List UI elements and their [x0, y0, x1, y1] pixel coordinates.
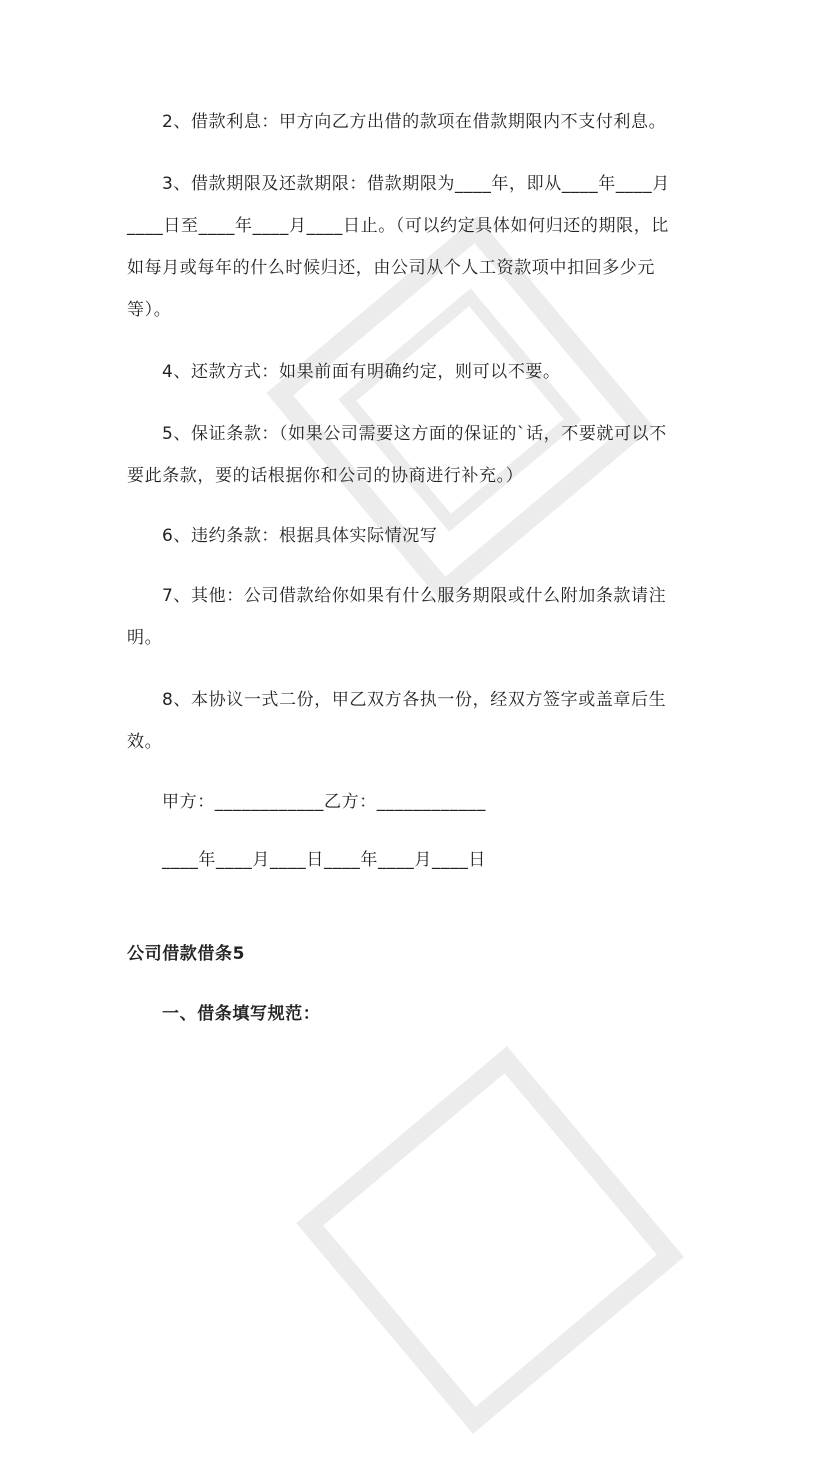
watermark-icon [235, 185, 686, 636]
clause-8-copies-line-1: 8、本协议一式二份，甲乙双方各执一份，经双方签字或盖章后生 [162, 690, 667, 710]
clause-5-guarantee-line-1: 5、保证条款：（如果公司需要这方面的保证的`话，不要就可以不 [162, 424, 667, 444]
clause-3-term-line-1: 3、借款期限及还款期限：借款期限为____年，即从____年____月 [162, 174, 670, 194]
section-title: 公司借款借条5 [127, 944, 246, 964]
clause-3-term-line-4: 等）。 [127, 300, 172, 320]
clause-7-other-line-2: 明。 [127, 628, 163, 648]
clause-2-interest: 2、借款利息：甲方向乙方出借的款项在借款期限内不支付利息。 [162, 112, 667, 132]
clause-8-copies-line-2: 效。 [127, 732, 163, 752]
watermark-icon [265, 1015, 716, 1465]
signature-line: 甲方：____________乙方：____________ [162, 792, 486, 812]
clause-3-term-line-2: ____日至____年____月____日止。（可以约定具体如何归还的期限，比 [127, 216, 669, 236]
subsection-title: 一、借条填写规范： [162, 1004, 321, 1024]
clause-7-other-line-1: 7、其他：公司借款给你如果有什么服务期限或什么附加条款请注 [162, 586, 667, 606]
clause-5-guarantee-line-2: 要此条款，要的话根据你和公司的协商进行补充。） [127, 466, 524, 486]
date-line: ____年____月____日____年____月____日 [162, 850, 486, 870]
clause-6-breach: 6、违约条款：根据具体实际情况写 [162, 526, 438, 546]
clause-4-repayment: 4、还款方式：如果前面有明确约定，则可以不要。 [162, 362, 561, 382]
clause-3-term-line-3: 如每月或每年的什么时候归还，由公司从个人工资款项中扣回多少元 [127, 258, 655, 278]
